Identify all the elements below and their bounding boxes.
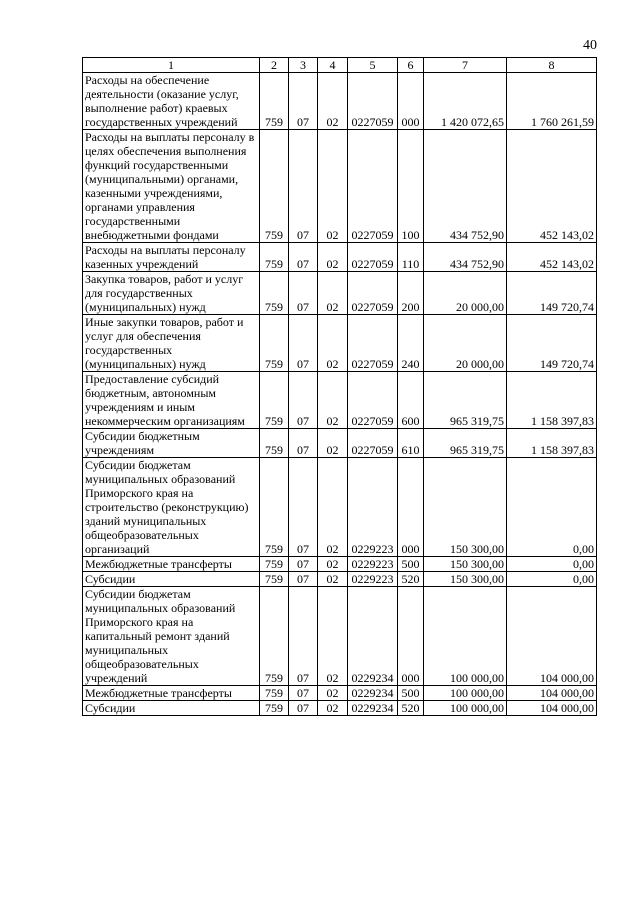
ministry-code-cell: 759 <box>260 458 289 557</box>
ministry-code-cell: 759 <box>260 429 289 458</box>
expense-type-cell: 000 <box>398 458 424 557</box>
subsection-code-cell: 02 <box>318 686 348 701</box>
amount-year2-cell: 1 158 397,83 <box>507 429 597 458</box>
table-row <box>83 130 597 243</box>
subsection-code-cell: 02 <box>318 272 348 315</box>
section-code-cell: 07 <box>289 243 318 272</box>
page-number: 40 <box>583 38 597 53</box>
section-code-cell: 07 <box>289 572 318 587</box>
table-row <box>83 429 597 458</box>
row-name-cell: Межбюджетные трансферты <box>83 686 260 701</box>
row-name-cell: Предоставление субсидий бюджетным, автономным учреждениям и иным некоммерческим организациям <box>83 372 260 429</box>
expense-type-cell: 610 <box>398 429 424 458</box>
table-row <box>83 587 597 686</box>
target-article-cell: 0229223 <box>348 557 398 572</box>
expense-type-cell: 000 <box>398 587 424 686</box>
amount-year1-cell: 100 000,00 <box>424 701 507 716</box>
expense-type-cell: 520 <box>398 701 424 716</box>
amount-year1-cell: 1 420 072,65 <box>424 73 507 130</box>
section-code-cell: 07 <box>289 587 318 686</box>
amount-year1-cell: 965 319,75 <box>424 429 507 458</box>
amount-year1-cell: 20 000,00 <box>424 272 507 315</box>
target-article-cell: 0229223 <box>348 572 398 587</box>
table-row <box>83 458 597 557</box>
amount-year2-cell: 149 720,74 <box>507 315 597 372</box>
target-article-cell: 0227059 <box>348 315 398 372</box>
amount-year2-cell: 104 000,00 <box>507 587 597 686</box>
target-article-cell: 0229223 <box>348 458 398 557</box>
amount-year2-cell: 0,00 <box>507 458 597 557</box>
expense-type-cell: 500 <box>398 557 424 572</box>
row-name-cell: Закупка товаров, работ и услуг для государственных (муниципальных) нужд <box>83 272 260 315</box>
subsection-code-cell: 02 <box>318 372 348 429</box>
amount-year1-cell: 150 300,00 <box>424 572 507 587</box>
section-code-cell: 07 <box>289 686 318 701</box>
section-code-cell: 07 <box>289 701 318 716</box>
target-article-cell: 0227059 <box>348 272 398 315</box>
target-article-cell: 0227059 <box>348 130 398 243</box>
table-row <box>83 557 597 572</box>
subsection-code-cell: 02 <box>318 572 348 587</box>
target-article-cell: 0229234 <box>348 587 398 686</box>
column-header: 7 <box>424 58 507 73</box>
amount-year2-cell: 104 000,00 <box>507 686 597 701</box>
section-code-cell: 07 <box>289 315 318 372</box>
ministry-code-cell: 759 <box>260 587 289 686</box>
section-code-cell: 07 <box>289 458 318 557</box>
row-name-cell: Расходы на выплаты персоналу в целях обеспечения выполнения функций государственными (муниципальными) органами, казенными учреждениями, органами управления государственными внебюджетными фондами <box>83 130 260 243</box>
row-name-cell: Иные закупки товаров, работ и услуг для обеспечения государственных (муниципальных) нужд <box>83 315 260 372</box>
table-row <box>83 272 597 315</box>
table-row <box>83 572 597 587</box>
target-article-cell: 0229234 <box>348 701 398 716</box>
expense-type-cell: 100 <box>398 130 424 243</box>
expense-type-cell: 520 <box>398 572 424 587</box>
ministry-code-cell: 759 <box>260 557 289 572</box>
target-article-cell: 0227059 <box>348 73 398 130</box>
row-name-cell: Субсидии бюджетам муниципальных образований Приморского края на капитальный ремонт зданий муниципальных общеобразовательных учреждений <box>83 587 260 686</box>
table-row <box>83 701 597 716</box>
amount-year2-cell: 149 720,74 <box>507 272 597 315</box>
ministry-code-cell: 759 <box>260 372 289 429</box>
table-row <box>83 73 597 130</box>
row-name-cell: Субсидии бюджетным учреждениям <box>83 429 260 458</box>
ministry-code-cell: 759 <box>260 272 289 315</box>
row-name-cell: Расходы на обеспечение деятельности (оказание услуг, выполнение работ) краевых государственных учреждений <box>83 73 260 130</box>
section-code-cell: 07 <box>289 557 318 572</box>
section-code-cell: 07 <box>289 73 318 130</box>
target-article-cell: 0227059 <box>348 372 398 429</box>
target-article-cell: 0229234 <box>348 686 398 701</box>
row-name-cell: Субсидии <box>83 701 260 716</box>
expense-type-cell: 600 <box>398 372 424 429</box>
column-header: 8 <box>507 58 597 73</box>
ministry-code-cell: 759 <box>260 243 289 272</box>
amount-year2-cell: 1 760 261,59 <box>507 73 597 130</box>
amount-year1-cell: 150 300,00 <box>424 557 507 572</box>
subsection-code-cell: 02 <box>318 458 348 557</box>
amount-year1-cell: 434 752,90 <box>424 130 507 243</box>
subsection-code-cell: 02 <box>318 73 348 130</box>
amount-year1-cell: 150 300,00 <box>424 458 507 557</box>
table-row <box>83 243 597 272</box>
ministry-code-cell: 759 <box>260 315 289 372</box>
section-code-cell: 07 <box>289 429 318 458</box>
subsection-code-cell: 02 <box>318 701 348 716</box>
amount-year1-cell: 100 000,00 <box>424 587 507 686</box>
amount-year1-cell: 20 000,00 <box>424 315 507 372</box>
expense-type-cell: 240 <box>398 315 424 372</box>
amount-year2-cell: 104 000,00 <box>507 701 597 716</box>
column-header: 3 <box>289 58 318 73</box>
row-name-cell: Субсидии бюджетам муниципальных образований Приморского края на строительство (реконструкцию) зданий муниципальных общеобразовательных организаций <box>83 458 260 557</box>
section-code-cell: 07 <box>289 130 318 243</box>
amount-year2-cell: 1 158 397,83 <box>507 372 597 429</box>
expense-type-cell: 000 <box>398 73 424 130</box>
expense-type-cell: 200 <box>398 272 424 315</box>
ministry-code-cell: 759 <box>260 686 289 701</box>
column-header: 5 <box>348 58 398 73</box>
ministry-code-cell: 759 <box>260 73 289 130</box>
subsection-code-cell: 02 <box>318 315 348 372</box>
subsection-code-cell: 02 <box>318 243 348 272</box>
row-name-cell: Субсидии <box>83 572 260 587</box>
target-article-cell: 0227059 <box>348 429 398 458</box>
amount-year2-cell: 0,00 <box>507 572 597 587</box>
amount-year2-cell: 452 143,02 <box>507 130 597 243</box>
ministry-code-cell: 759 <box>260 572 289 587</box>
subsection-code-cell: 02 <box>318 429 348 458</box>
amount-year1-cell: 100 000,00 <box>424 686 507 701</box>
table-row <box>83 372 597 429</box>
target-article-cell: 0227059 <box>348 243 398 272</box>
amount-year1-cell: 965 319,75 <box>424 372 507 429</box>
subsection-code-cell: 02 <box>318 557 348 572</box>
amount-year1-cell: 434 752,90 <box>424 243 507 272</box>
column-header: 4 <box>318 58 348 73</box>
section-code-cell: 07 <box>289 372 318 429</box>
column-header: 2 <box>260 58 289 73</box>
ministry-code-cell: 759 <box>260 130 289 243</box>
expense-type-cell: 500 <box>398 686 424 701</box>
table-row <box>83 686 597 701</box>
column-header: 1 <box>83 58 260 73</box>
subsection-code-cell: 02 <box>318 130 348 243</box>
subsection-code-cell: 02 <box>318 587 348 686</box>
budget-table <box>82 57 597 716</box>
row-name-cell: Расходы на выплаты персоналу казенных учреждений <box>83 243 260 272</box>
amount-year2-cell: 0,00 <box>507 557 597 572</box>
amount-year2-cell: 452 143,02 <box>507 243 597 272</box>
section-code-cell: 07 <box>289 272 318 315</box>
table-header-row <box>83 58 597 73</box>
row-name-cell: Межбюджетные трансферты <box>83 557 260 572</box>
expense-type-cell: 110 <box>398 243 424 272</box>
ministry-code-cell: 759 <box>260 701 289 716</box>
column-header: 6 <box>398 58 424 73</box>
table-row <box>83 315 597 372</box>
